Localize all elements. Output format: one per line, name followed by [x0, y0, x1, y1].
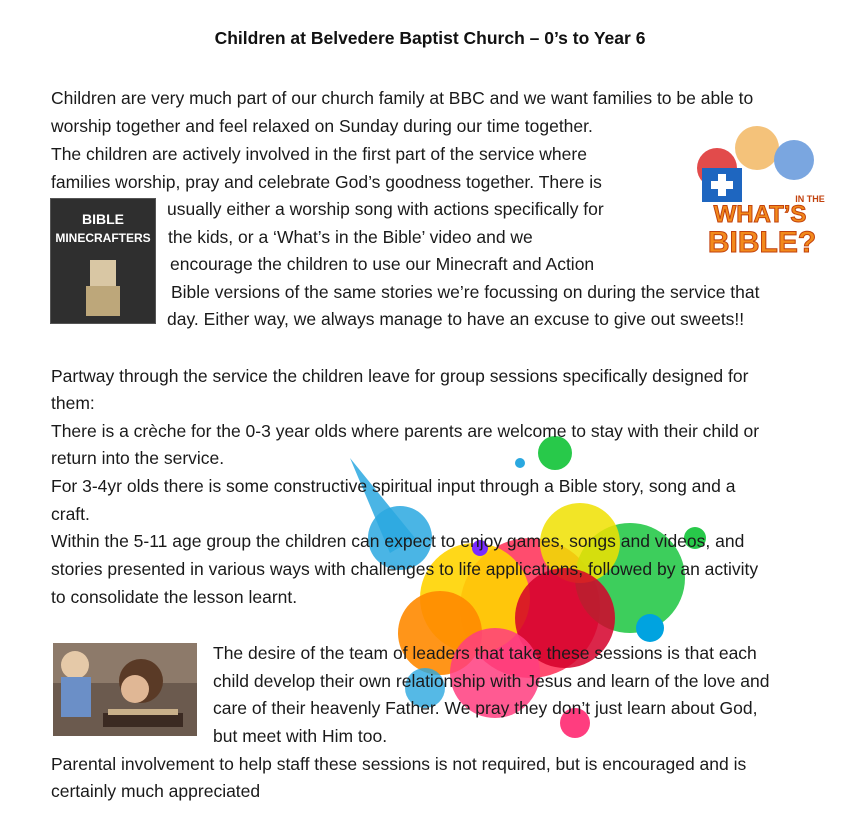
- para3-line-4: but meet with Him too.: [213, 726, 388, 746]
- book-title-top: BIBLE: [82, 211, 124, 227]
- whats-in-the-bible-logo: [682, 118, 832, 264]
- para2-line-9: to consolidate the lesson learnt.: [51, 587, 298, 607]
- minecraft-bible-book-image: [50, 198, 156, 324]
- para3-line-2: child develop their own relationship with Jesus and learn of the love and: [213, 671, 770, 691]
- para4-line-2: certainly much appreciated: [51, 781, 261, 801]
- para1-line-6: the kids, or a ‘What’s in the Bible’ video and we: [168, 227, 533, 247]
- para3-line-3: care of their heavenly Father. We pray they don’t just learn about God,: [213, 698, 758, 718]
- para2-line-2: them:: [51, 393, 95, 413]
- child-reading-photo: [53, 643, 197, 736]
- para1-line-9: day. Either way, we always manage to have an excuse to give out sweets!!: [167, 309, 745, 329]
- para1-line-4: families worship, pray and celebrate God’s goodness together. There is: [51, 172, 602, 192]
- para2-line-6: craft.: [51, 504, 90, 524]
- para3-line-1: The desire of the team of leaders that take these sessions is that each: [213, 643, 757, 663]
- para2-line-7: Within the 5-11 age group the children can expect to enjoy games, songs and videos, and: [51, 531, 745, 551]
- para1-line-2: worship together and feel relaxed on Sunday during our time together.: [51, 116, 593, 136]
- para1-line-1: Children are very much part of our church family at BBC and we want families to be able to: [51, 88, 754, 108]
- logo-line2: IN THE: [795, 194, 825, 204]
- para4-line-1: Parental involvement to help staff these sessions is not required, but is encouraged and is: [51, 754, 747, 774]
- para1-line-5: usually either a worship song with actions specifically for: [167, 199, 604, 219]
- para2-line-3: There is a crèche for the 0-3 year olds where parents are welcome to stay with their child or: [51, 421, 760, 441]
- para2-line-1: Partway through the service the children leave for group sessions specifically designed for: [51, 366, 749, 386]
- para1-line-7: encourage the children to use our Minecraft and Action: [170, 254, 595, 274]
- para2-line-5: For 3-4yr olds there is some constructive spiritual input through a Bible story, song and a: [51, 476, 736, 496]
- para1-line-3: The children are actively involved in the first part of the service where: [51, 144, 587, 164]
- logo-line1: WHAT’S: [713, 201, 807, 228]
- para2-line-4: return into the service.: [51, 448, 225, 468]
- para2-line-8: stories presented in various ways with challenges to life applications, followed by an activity: [51, 559, 759, 579]
- page-title: Children at Belvedere Baptist Church – 0’s to Year 6: [214, 28, 646, 48]
- book-title-mid: MINECRAFTERS: [55, 231, 151, 245]
- para1-line-8: Bible versions of the same stories we’re focussing on during the service that: [171, 282, 760, 302]
- logo-line3: BIBLE?: [707, 226, 817, 259]
